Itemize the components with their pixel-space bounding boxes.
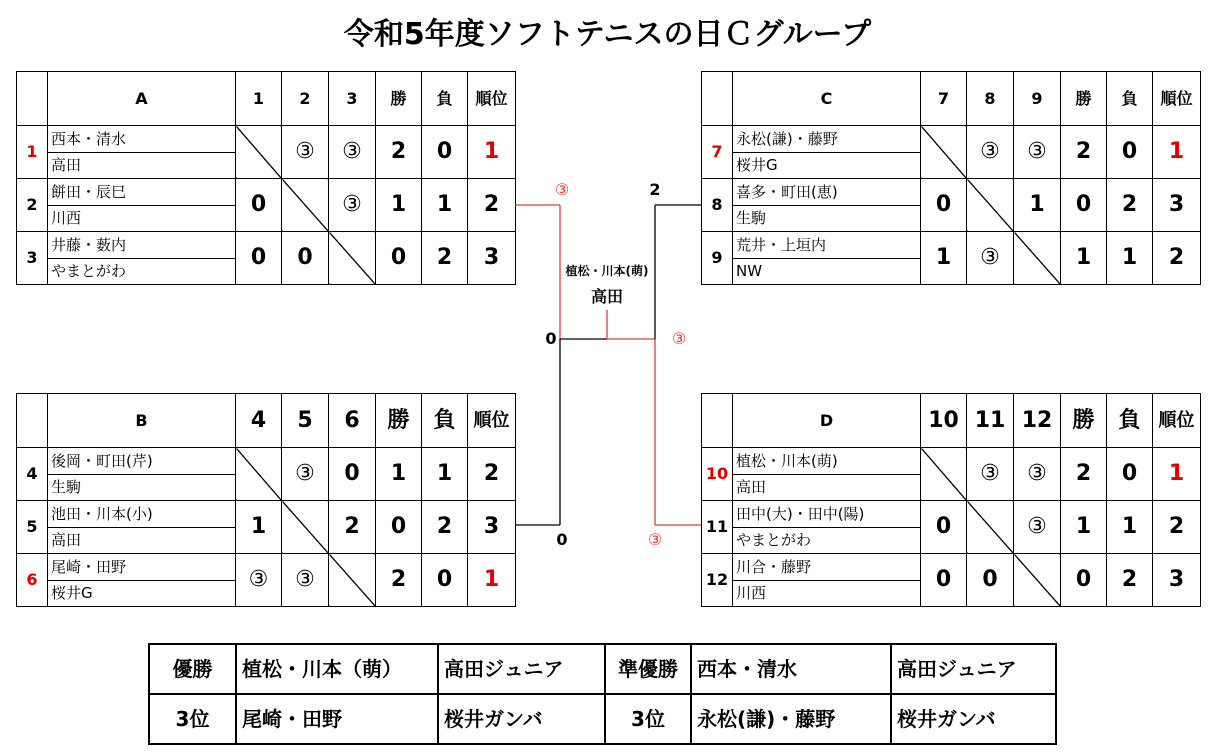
pair-name: 池田・川本(小) (48, 501, 236, 528)
results-row (149, 694, 1056, 744)
entry-number: 10 (702, 448, 733, 501)
final-left-score: 0 (545, 329, 557, 348)
wins-count: 2 (376, 554, 422, 607)
pair-name: 植松・川本（萌） (236, 644, 438, 694)
group-label: A (48, 72, 236, 126)
wins-count: 0 (376, 232, 422, 285)
column-header: 12 (1014, 394, 1061, 448)
match-score: ③ (1014, 448, 1061, 501)
pair-name: 荒井・上垣内 (733, 232, 921, 259)
entry-number: 2 (17, 179, 48, 232)
losses-count: 1 (1107, 232, 1153, 285)
match-score: ③ (236, 554, 282, 607)
final-right-score: ③ (671, 329, 687, 348)
group-label: C (733, 72, 921, 126)
place-label: 準優勝 (605, 644, 691, 694)
champion-pair: 植松・川本(萌) (565, 264, 649, 278)
club-name: NW (733, 259, 921, 285)
rank-value: 2 (1153, 232, 1201, 285)
club-name: やまとがわ (48, 259, 236, 285)
club-name: やまとがわ (733, 528, 921, 554)
pair-name: 尾崎・田野 (236, 694, 438, 744)
column-header: 8 (967, 72, 1014, 126)
club-name: 高田 (48, 153, 236, 179)
match-score: ③ (282, 448, 329, 501)
match-score: ③ (329, 126, 376, 179)
wins-count: 0 (376, 501, 422, 554)
entry-number: 9 (702, 232, 733, 285)
losses-count: 2 (422, 232, 468, 285)
rank-header: 順位 (1153, 72, 1201, 126)
entry-number: 5 (17, 501, 48, 554)
pair-name: 喜多・町田(恵) (733, 179, 921, 206)
losses-header: 負 (422, 72, 468, 126)
semifinal-right-top-score: 2 (649, 180, 661, 199)
pair-name: 西本・清水 (48, 126, 236, 153)
match-score: 0 (967, 554, 1014, 607)
wins-header: 勝 (376, 394, 422, 448)
rank-header: 順位 (1153, 394, 1201, 448)
entry-number: 7 (702, 126, 733, 179)
club-name: 桜井ガンバ (891, 694, 1056, 744)
match-score: 0 (921, 179, 967, 232)
club-name: 生駒 (733, 206, 921, 232)
losses-count: 1 (422, 448, 468, 501)
losses-count: 0 (1107, 126, 1153, 179)
club-name: 川西 (733, 581, 921, 607)
wins-count: 0 (1061, 179, 1107, 232)
semifinal-left-top-score: ③ (554, 180, 570, 199)
pair-name: 餅田・辰巳 (48, 179, 236, 206)
rank-value: 1 (468, 554, 516, 607)
rank-value: 1 (1153, 448, 1201, 501)
losses-count: 2 (1107, 179, 1153, 232)
rank-value: 2 (1153, 501, 1201, 554)
match-score: 0 (921, 501, 967, 554)
match-score: 0 (921, 554, 967, 607)
match-score: ③ (967, 126, 1014, 179)
column-header: 3 (329, 72, 376, 126)
column-header: 10 (921, 394, 967, 448)
wins-count: 0 (1061, 554, 1107, 607)
match-score: ③ (967, 448, 1014, 501)
match-score: ③ (1014, 501, 1061, 554)
club-name: 高田 (48, 528, 236, 554)
match-score: ③ (282, 554, 329, 607)
column-header: 7 (921, 72, 967, 126)
rank-value: 2 (468, 179, 516, 232)
match-score: 2 (329, 501, 376, 554)
semifinal-left-bottom-score: 0 (556, 530, 568, 549)
pair-name: 後岡・町田(芹) (48, 448, 236, 475)
match-score: 0 (236, 179, 282, 232)
entry-number: 4 (17, 448, 48, 501)
losses-count: 0 (1107, 448, 1153, 501)
place-label: 3位 (605, 694, 691, 744)
rank-value: 3 (1153, 179, 1201, 232)
wins-count: 1 (1061, 232, 1107, 285)
losses-count: 1 (1107, 501, 1153, 554)
pair-name: 植松・川本(萌) (733, 448, 921, 475)
column-header: 11 (967, 394, 1014, 448)
pair-name: 尾崎・田野 (48, 554, 236, 581)
column-header: 1 (236, 72, 282, 126)
column-header: 5 (282, 394, 329, 448)
club-name: 桜井G (733, 153, 921, 179)
pair-name: 永松(謙)・藤野 (733, 126, 921, 153)
pair-name: 井藤・薮内 (48, 232, 236, 259)
losses-header: 負 (1107, 72, 1153, 126)
column-header: 9 (1014, 72, 1061, 126)
match-score: 0 (329, 448, 376, 501)
match-score: 0 (282, 232, 329, 285)
place-label: 3位 (149, 694, 236, 744)
column-header: 6 (329, 394, 376, 448)
group-label: D (733, 394, 921, 448)
losses-count: 2 (422, 501, 468, 554)
wins-count: 1 (376, 179, 422, 232)
wins-header: 勝 (376, 72, 422, 126)
club-name: 川西 (48, 206, 236, 232)
column-header: 4 (236, 394, 282, 448)
club-name: 生駒 (48, 475, 236, 501)
club-name: 高田 (733, 475, 921, 501)
losses-count: 2 (1107, 554, 1153, 607)
pair-name: 田中(大)・田中(陽) (733, 501, 921, 528)
rank-value: 3 (1153, 554, 1201, 607)
wins-count: 2 (1061, 126, 1107, 179)
match-score: ③ (329, 179, 376, 232)
rank-header: 順位 (468, 72, 516, 126)
club-name: 桜井G (48, 581, 236, 607)
pair-name: 西本・清水 (691, 644, 891, 694)
match-score: 0 (236, 232, 282, 285)
wins-header: 勝 (1061, 394, 1107, 448)
place-label: 優勝 (149, 644, 236, 694)
wins-count: 1 (1061, 501, 1107, 554)
entry-number: 3 (17, 232, 48, 285)
pair-name: 川合・藤野 (733, 554, 921, 581)
rank-value: 3 (468, 232, 516, 285)
wins-header: 勝 (1061, 72, 1107, 126)
rank-value: 2 (468, 448, 516, 501)
rank-header: 順位 (468, 394, 516, 448)
losses-header: 負 (1107, 394, 1153, 448)
page-title: 令和5年度ソフトテニスの日Ｃグループ (343, 17, 872, 52)
losses-count: 1 (422, 179, 468, 232)
club-name: 高田ジュニア (891, 644, 1056, 694)
wins-count: 2 (376, 126, 422, 179)
rank-value: 1 (1153, 126, 1201, 179)
pair-name: 永松(謙)・藤野 (691, 694, 891, 744)
final-results-table (148, 643, 1057, 745)
losses-header: 負 (422, 394, 468, 448)
entry-number: 8 (702, 179, 733, 232)
entry-number: 12 (702, 554, 733, 607)
entry-number: 11 (702, 501, 733, 554)
match-score: ③ (967, 232, 1014, 285)
group-label: B (48, 394, 236, 448)
match-score: ③ (282, 126, 329, 179)
club-name: 桜井ガンバ (438, 694, 605, 744)
rank-value: 3 (468, 501, 516, 554)
club-name: 高田ジュニア (438, 644, 605, 694)
wins-count: 2 (1061, 448, 1107, 501)
semifinal-right-bottom-score: ③ (647, 530, 663, 549)
losses-count: 0 (422, 554, 468, 607)
wins-count: 1 (376, 448, 422, 501)
column-header: 2 (282, 72, 329, 126)
rank-value: 1 (468, 126, 516, 179)
champion-club: 高田 (590, 287, 624, 306)
results-row (149, 644, 1056, 694)
losses-count: 0 (422, 126, 468, 179)
match-score: ③ (1014, 126, 1061, 179)
match-score: 1 (236, 501, 282, 554)
entry-number: 1 (17, 126, 48, 179)
entry-number: 6 (17, 554, 48, 607)
match-score: 1 (1014, 179, 1061, 232)
match-score: 1 (921, 232, 967, 285)
